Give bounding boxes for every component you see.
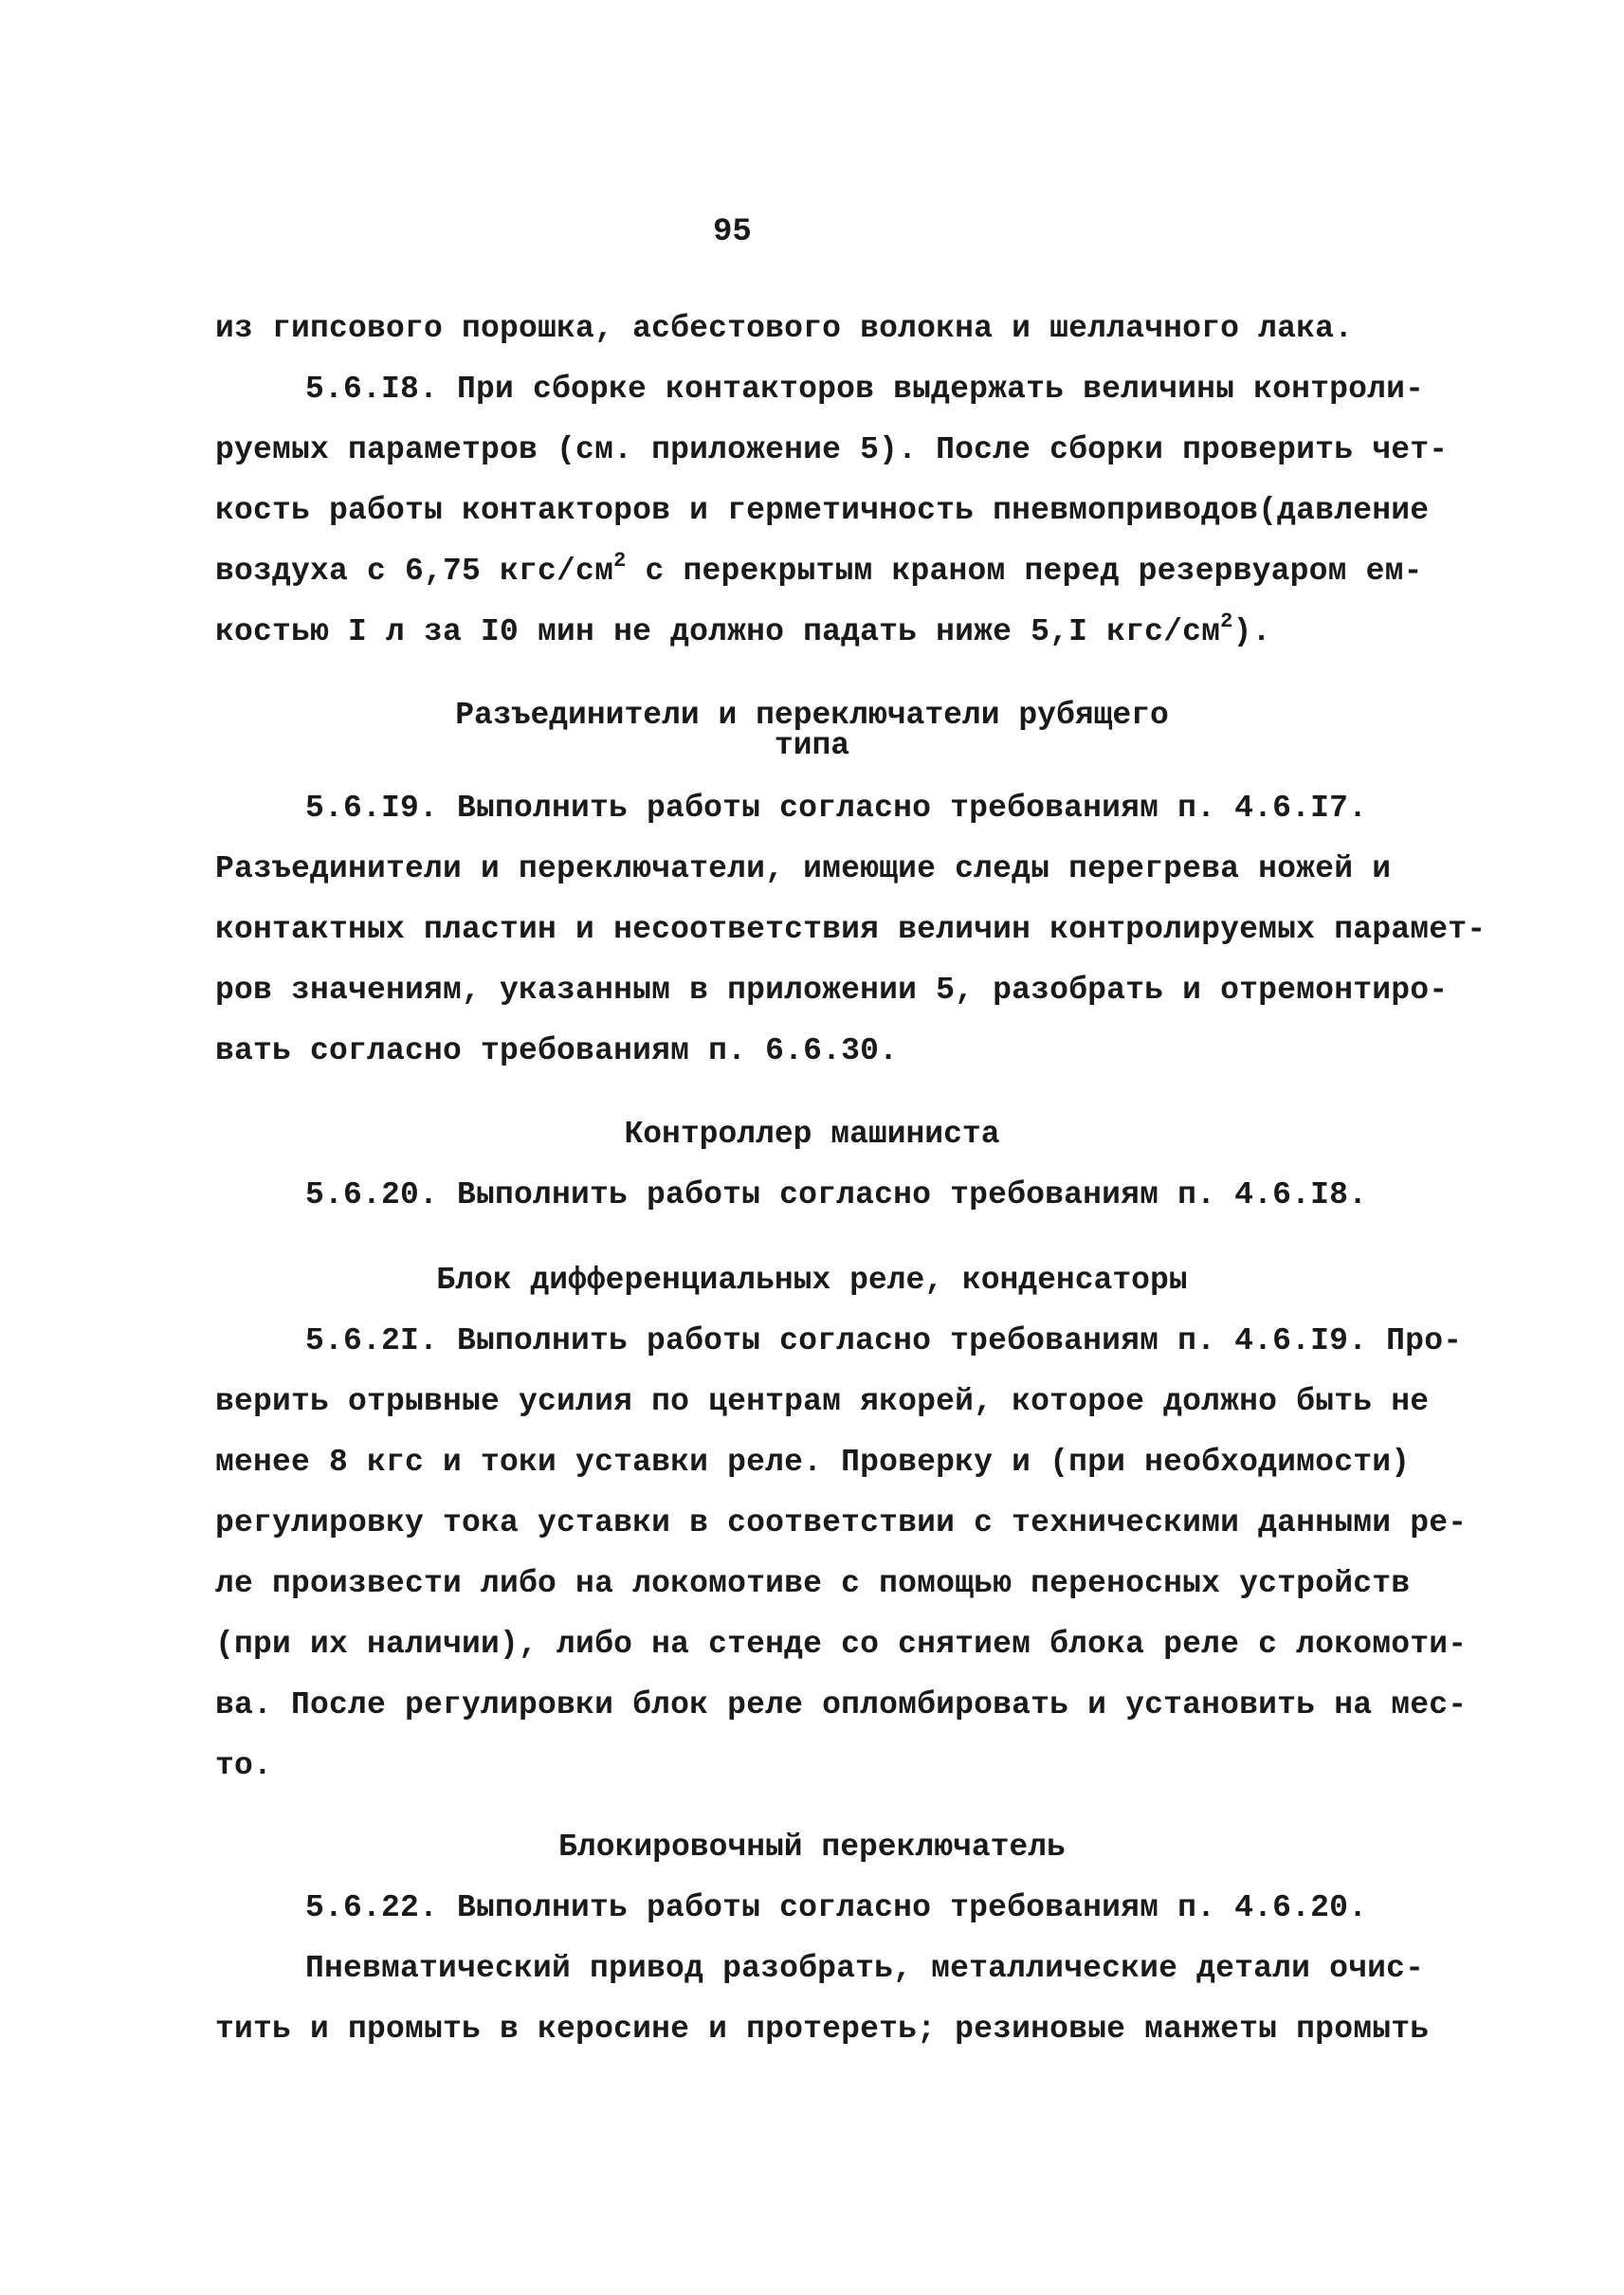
paragraph-line: вать согласно требованиям п. 6.6.30. (215, 1033, 899, 1068)
section-heading: Блокировочный переключатель (558, 1830, 1066, 1865)
superscript: 2 (613, 549, 627, 573)
paragraph-line: Пневматический привод разобрать, металлические детали очис- (305, 1951, 1425, 1986)
section-heading-continuation: типа (774, 728, 850, 763)
paragraph-line: 5.6.2I. Выполнить работы согласно требованиям п. 4.6.I9. Про- (305, 1323, 1463, 1358)
text-fragment: ). (1232, 614, 1271, 649)
paragraph-line: ва. После регулировки блок реле опломбировать и установить на мес- (215, 1687, 1468, 1722)
paragraph-line: (при их наличии), либо на стенде со снятием блока реле с локомоти- (215, 1627, 1468, 1662)
paragraph-line: 5.6.22. Выполнить работы согласно требованиям п. 4.6.20. (305, 1890, 1368, 1925)
text-fragment: воздуха с 6,75 кгс/см (215, 554, 614, 589)
page-number: 95 (713, 214, 752, 250)
paragraph-line: регулировку тока уставки в соответствии с техническими данными ре- (215, 1505, 1468, 1540)
paragraph-line: из гипсового порошка, асбестового волокна и шеллачного лака. (215, 311, 1354, 346)
paragraph-line (215, 610, 1271, 649)
paragraph-line: 5.6.I9. Выполнить работы согласно требованиям п. 4.6.I7. (305, 791, 1368, 826)
paragraph-line: ров значениям, указанным в приложении 5, разобрать и отремонтиро- (215, 973, 1449, 1008)
paragraph-line: 5.6.I8. При сборке контакторов выдержать величины контроли- (305, 372, 1425, 407)
paragraph-line: Разъединители и переключатели, имеющие следы перегрева ножей и (215, 851, 1392, 886)
section-heading: Разъединители и переключатели рубящего (455, 698, 1169, 733)
text-fragment: с перекрытым краном перед резервуаром ем- (626, 554, 1423, 589)
superscript: 2 (1220, 610, 1233, 633)
paragraph-line (215, 549, 1423, 589)
paragraph-line: то. (215, 1748, 273, 1783)
paragraph-line: кость работы контакторов и герметичность пневмоприводов(давление (215, 493, 1430, 528)
paragraph-line: 5.6.20. Выполнить работы согласно требованиям п. 4.6.I8. (305, 1177, 1368, 1212)
paragraph-line: тить и промыть в керосине и протереть; резиновые манжеты промыть (215, 2012, 1430, 2047)
paragraph-line: контактных пластин и несоответствия величин контролируемых парамет- (215, 912, 1487, 947)
paragraph-line: верить отрывные усилия по центрам якорей, которое должно быть не (215, 1384, 1430, 1419)
section-heading: Блок дифференциальных реле, конденсаторы (436, 1263, 1188, 1298)
section-heading: Контроллер машиниста (624, 1117, 1000, 1152)
text-fragment: костью I л за I0 мин не должно падать ниже 5,I кгс/см (215, 614, 1221, 649)
paragraph-line: руемых параметров (см. приложение 5). После сборки проверить чет- (215, 432, 1449, 467)
paragraph-line: менее 8 кгс и токи уставки реле. Проверку и (при необходимости) (215, 1445, 1411, 1480)
paragraph-line: ле произвести либо на локомотиве с помощью переносных устройств (215, 1566, 1411, 1601)
